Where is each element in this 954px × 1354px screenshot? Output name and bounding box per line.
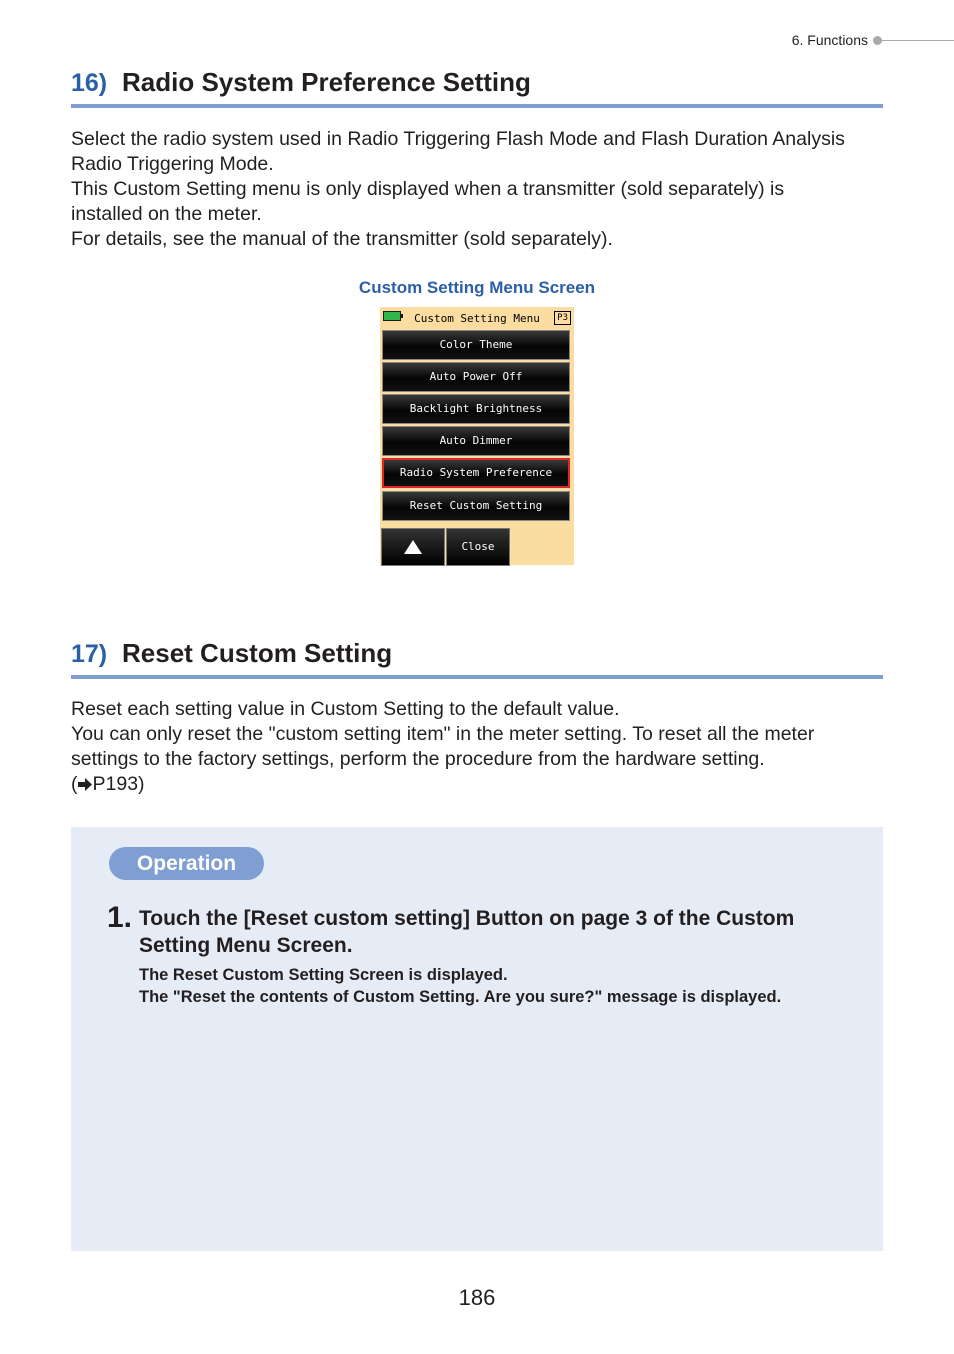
section-16-paragraph: Select the radio system used in Radio Triggering Flash Mode and Flash Duration Analysis Radio Triggering Mode.	[71, 128, 845, 175]
menu-item-color-theme[interactable]: Color Theme	[382, 330, 570, 360]
running-header: 6. Functions	[791, 32, 868, 48]
operation-label: Operation	[109, 847, 264, 880]
step-title: Touch the [Reset custom setting] Button on page 3 of the Custom Setting Menu Screen.	[139, 907, 795, 957]
menu-item-backlight-brightness[interactable]: Backlight Brightness	[382, 394, 570, 424]
device-screen	[380, 307, 574, 565]
section-16-heading	[71, 64, 883, 108]
scroll-up-button[interactable]	[381, 528, 445, 566]
close-button[interactable]: Close	[446, 528, 510, 566]
header-dot-icon	[873, 36, 882, 45]
page-number: 186	[458, 1285, 496, 1310]
section-16-title: Radio System Preference Setting	[122, 67, 531, 97]
section-16-paragraph: For details, see the manual of the transmitter (sold separately).	[71, 228, 613, 250]
section-17-title: Reset Custom Setting	[122, 638, 393, 668]
figure-caption: Custom Setting Menu Screen	[358, 278, 596, 297]
header-rule	[882, 40, 954, 41]
menu-item-reset-custom-setting[interactable]: Reset Custom Setting	[382, 491, 570, 521]
arrow-right-icon	[78, 778, 93, 791]
step-result: The Reset Custom Setting Screen is displayed.	[139, 966, 508, 984]
reference-link[interactable]: P193	[92, 773, 139, 795]
operation-box	[71, 827, 883, 1251]
up-triangle-icon	[403, 539, 423, 555]
step-number: 1.	[107, 901, 133, 934]
section-17-body	[71, 697, 891, 797]
menu-item-auto-dimmer[interactable]: Auto Dimmer	[382, 426, 570, 456]
device-screen-title: Custom Setting Menu	[414, 312, 540, 325]
menu-item-auto-power-off[interactable]: Auto Power Off	[382, 362, 570, 392]
menu-item-radio-system-preference[interactable]: Radio System Preference	[382, 458, 570, 488]
step-result: The "Reset the contents of Custom Setting. Are you sure?" message is displayed.	[139, 988, 782, 1006]
section-16-paragraph: This Custom Setting menu is only displayed when a transmitter (sold separately) is installed on the meter.	[71, 178, 785, 225]
section-16-body	[71, 127, 891, 252]
section-17-number: 17)	[71, 640, 108, 668]
section-17-paragraph: You can only reset the "custom setting item" in the meter setting. To reset all the meter settings to the factory settings, perform the procedure from the hardware setting.	[71, 723, 815, 770]
section-17-paragraph: Reset each setting value in Custom Setting to the default value.	[71, 698, 620, 720]
section-17-heading	[71, 635, 883, 679]
device-status-bar	[380, 307, 574, 329]
section-16-number: 16)	[71, 69, 108, 97]
page-reference: ( P193)	[71, 773, 145, 795]
page-badge: P3	[554, 311, 571, 325]
step-results	[139, 964, 869, 1008]
